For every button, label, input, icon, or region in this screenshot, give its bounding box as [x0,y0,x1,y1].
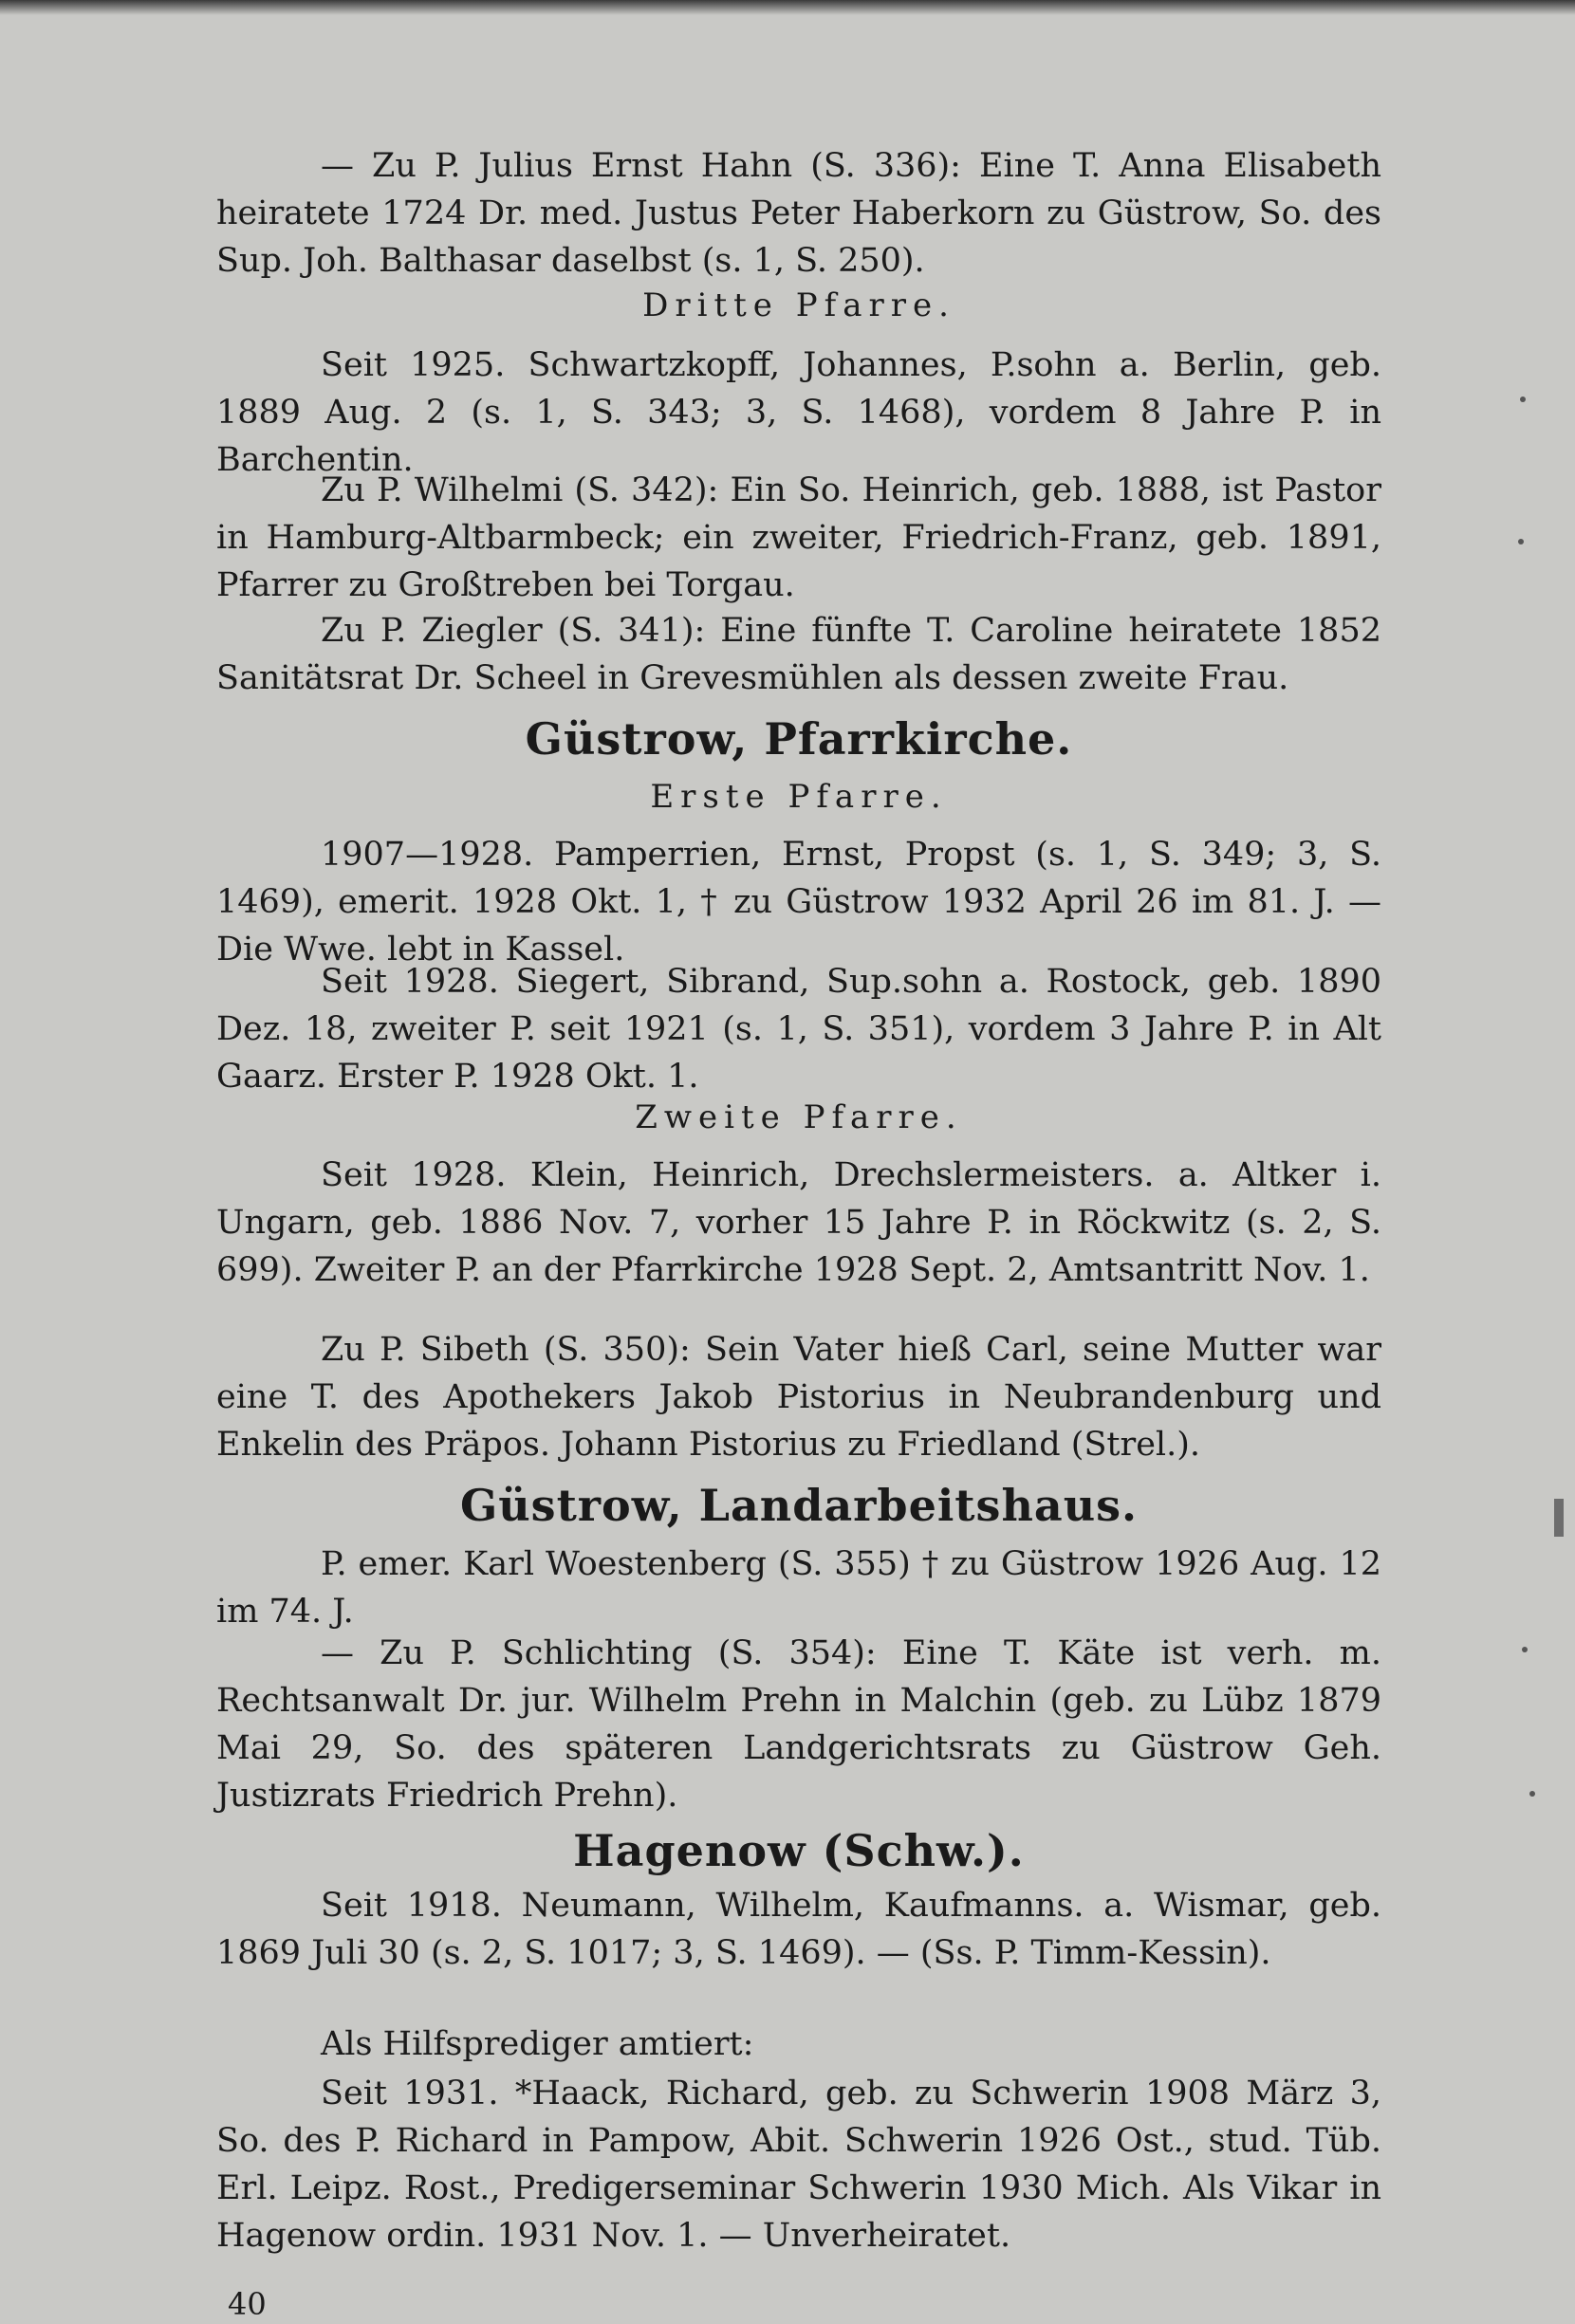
subheading-dritte-pfarre: Dritte Pfarre. [642,286,955,324]
scan-edge-mark [1518,539,1524,544]
heading-guestrow-landarbeitshaus: Güstrow, Landarbeitshaus. [459,1480,1139,1531]
paragraph-ziegler: Zu P. Ziegler (S. 341): Eine fünfte T. Caroline heiratete 1852 Sanitätsrat Dr. Scheel in Grevesmühlen als dessen zweite Frau. [216,612,1381,697]
paragraph-hilfsprediger: Als Hilfsprediger amtiert: [321,2025,754,2063]
scan-edge-mark [1529,1791,1535,1797]
page-number: 40 [228,2286,267,2322]
paragraph-klein: Seit 1928. Klein, Heinrich, Drechslermeisters. a. Altker i. Ungarn, geb. 1886 Nov. 7, vorher 15 Jahre P. in Röckwitz (s. 2, S. 699). Zweiter P. an der Pfarrkirche 1928 Sept. 2, Amtsantritt Nov. 1. [216,1156,1381,1289]
paragraph-woestenberg: P. emer. Karl Woestenberg (S. 355) † zu Güstrow 1926 Aug. 12 im 74. J. [216,1545,1381,1631]
paragraph-schlichting: — Zu P. Schlichting (S. 354): Eine T. Käte ist verh. m. Rechtsanwalt Dr. jur. Wilhelm Prehn in Malchin (geb. zu Lübz 1879 Mai 29, So. des späteren Landgerichtsrats zu Güstrow Geh. Justizrats Friedrich Prehn). [216,1634,1381,1815]
paragraph-sibeth: Zu P. Sibeth (S. 350): Sein Vater hieß Carl, seine Mutter war eine T. des Apothekers Jakob Pistorius in Neubrandenburg und Enkelin des Präpos. Johann Pistorius zu Friedland (Strel.). [216,1331,1381,1464]
scan-edge-mark [1520,397,1526,402]
heading-guestrow-pfarrkirche: Güstrow, Pfarrkirche. [525,713,1073,765]
subheading-zweite-pfarre: Zweite Pfarre. [635,1098,963,1136]
subheading-erste-pfarre: Erste Pfarre. [650,778,948,816]
paragraph-neumann: Seit 1918. Neumann, Wilhelm, Kaufmanns. a. Wismar, geb. 1869 Juli 30 (s. 2, S. 1017; 3, S. 1469). — (Ss. P. Timm-Kessin). [216,1887,1381,1972]
paragraph-hahn: — Zu P. Julius Ernst Hahn (S. 336): Eine T. Anna Elisabeth heiratete 1724 Dr. med. Justus Peter Haberkorn zu Güstrow, So. des Sup. Joh. Balthasar daselbst (s. 1, S. 250). [216,147,1381,280]
scan-edge-mark [1522,1647,1528,1652]
paragraph-schwartzkopff: Seit 1925. Schwartzkopff, Johannes, P.sohn a. Berlin, geb. 1889 Aug. 2 (s. 1, S. 343; 3, S. 1468), vordem 8 Jahre P. in Barchentin. [216,346,1381,479]
paragraph-pamperrien: 1907—1928. Pamperrien, Ernst, Propst (s. 1, S. 349; 3, S. 1469), emerit. 1928 Okt. 1, † zu Güstrow 1932 April 26 im 81. J. — Die Wwe. lebt in Kassel. [216,836,1381,968]
heading-hagenow: Hagenow (Schw.). [573,1825,1025,1876]
paragraph-wilhelmi: Zu P. Wilhelmi (S. 342): Ein So. Heinrich, geb. 1888, ist Pastor in Hamburg-Altbarmbeck; ein zweiter, Friedrich-Franz, geb. 1891, Pfarrer zu Großtreben bei Torgau. [216,471,1381,604]
paragraph-haack: Seit 1931. *Haack, Richard, geb. zu Schwerin 1908 März 3, So. des P. Richard in Pampow, Abit. Schwerin 1926 Ost., stud. Tüb. Erl. Leipz. Rost., Predigerseminar Schwerin 1930 Mich. Als Vikar in Hagenow ordin. 1931 Nov. 1. — Unverheiratet. [216,2075,1381,2255]
scan-edge-bar [1554,1499,1564,1537]
paragraph-siegert: Seit 1928. Siegert, Sibrand, Sup.sohn a. Rostock, geb. 1890 Dez. 18, zweiter P. seit 1921 (s. 1, S. 351), vordem 3 Jahre P. in Alt Gaarz. Erster P. 1928 Okt. 1. [216,963,1381,1096]
